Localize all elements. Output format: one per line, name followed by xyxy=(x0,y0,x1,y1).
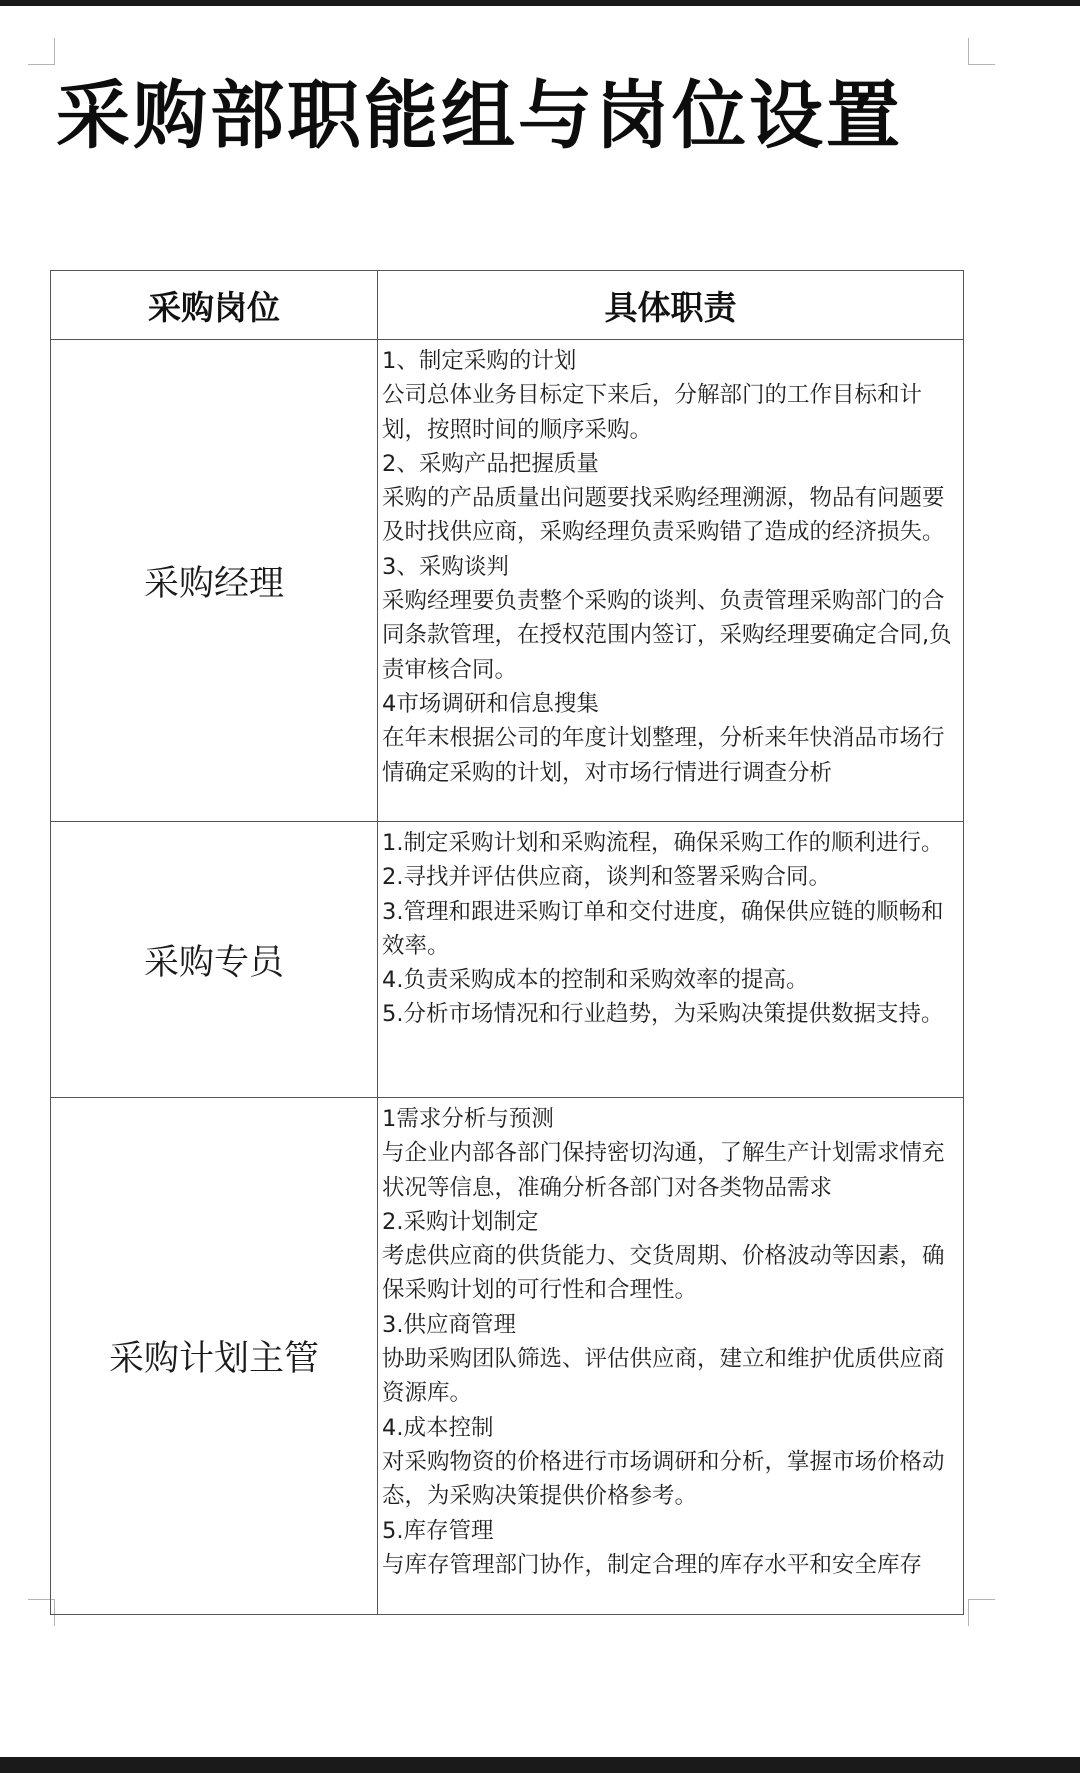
duties-cell xyxy=(378,340,964,822)
duty-line: 1、制定采购的计划 xyxy=(382,348,577,374)
duty-line: 1.制定采购计划和采购流程，确保采购工作的顺利进行。 xyxy=(382,830,944,856)
role-cell: 采购专员 xyxy=(51,822,378,1098)
page-title: 采购部职能组与岗位设置 xyxy=(56,73,903,159)
page-corner-mark-top-left xyxy=(28,38,55,65)
duty-line: 4市场调研和信息搜集 xyxy=(382,690,599,717)
duty-line: 2.采购计划制定 xyxy=(382,1208,539,1235)
bottom-border-bar xyxy=(0,1757,1080,1773)
duty-line: 3.供应商管理 xyxy=(382,1311,516,1338)
duty-table xyxy=(50,270,964,1615)
duty-line: 与库存管理部门协作，制定合理的库存水平和安全库存 xyxy=(382,1551,923,1578)
duties-cell xyxy=(378,822,964,1098)
page-corner-mark-top-right xyxy=(968,38,995,65)
column-header-position: 采购岗位 xyxy=(51,271,378,340)
duty-line: 公司总体业务目标定下来后，分解部门的工作目标和计划，按照时间的顺序采购。 xyxy=(382,382,923,443)
role-cell: 采购经理 xyxy=(51,340,378,822)
duty-line: 5.分析市场情况和行业趋势，为采购决策提供数据支持。 xyxy=(382,1001,944,1028)
table-row xyxy=(51,822,964,1098)
role-cell: 采购计划主管 xyxy=(51,1098,378,1615)
duty-line: 4.成本控制 xyxy=(382,1414,494,1441)
duty-line: 考虑供应商的供货能力、交货周期、价格波动等因素，确保采购计划的可行性和合理性。 xyxy=(382,1243,945,1304)
column-header-duties: 具体职责 xyxy=(378,271,964,340)
duty-line: 在年末根据公司的年度计划整理，分析来年快消品市场行情确定采购的计划，对市场行情进行调查分析 xyxy=(382,725,945,786)
duty-line: 3.管理和跟进采购订单和交付进度，确保供应链的顺畅和效率。 xyxy=(382,898,944,959)
table-row xyxy=(51,1098,964,1615)
table-header-row xyxy=(51,271,964,340)
duty-line: 4.负责采购成本的控制和采购效率的提高。 xyxy=(382,967,809,994)
duty-line: 协助采购团队筛选、评估供应商，建立和维护优质供应商资源库。 xyxy=(382,1346,945,1407)
page-corner-mark-bottom-right xyxy=(968,1599,995,1626)
duty-line: 2.寻找并评估供应商，谈判和签署采购合同。 xyxy=(382,864,831,891)
duty-line: 与企业内部各部门保持密切沟通，了解生产计划需求情充状况等信息，准确分析各部门对各类物品需求 xyxy=(382,1140,945,1201)
duty-line: 采购的产品质量出问题要找采购经理溯源，物品有问题要及时找供应商，采购经理负责采购错了造成的经济损失。 xyxy=(382,485,945,546)
duty-line: 3、采购谈判 xyxy=(382,553,509,580)
duties-cell xyxy=(378,1098,964,1615)
duty-line: 1需求分析与预测 xyxy=(382,1106,554,1132)
duty-line: 2、采购产品把握质量 xyxy=(382,450,599,477)
duty-line: 5.库存管理 xyxy=(382,1517,494,1544)
duty-line: 采购经理要负责整个采购的谈判、负责管理采购部门的合同条款管理，在授权范围内签订，采购经理要确定合同,负责审核合同。 xyxy=(382,588,952,683)
duty-line: 对采购物资的价格进行市场调研和分析，掌握市场价格动态，为采购决策提供价格参考。 xyxy=(382,1448,945,1510)
table-row xyxy=(51,340,964,822)
top-border-bar xyxy=(0,0,1080,6)
